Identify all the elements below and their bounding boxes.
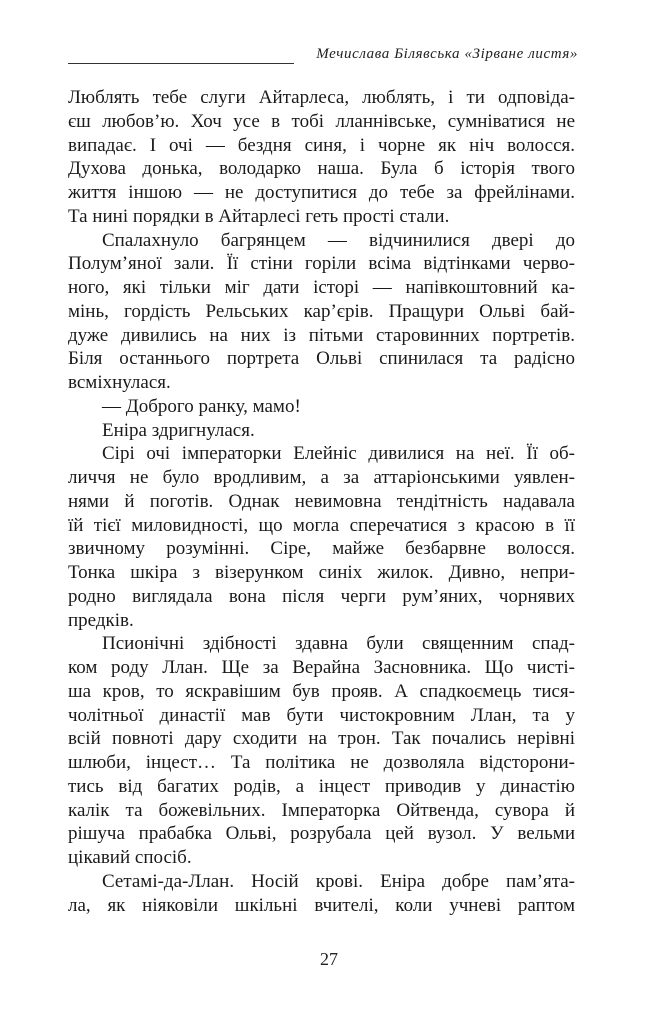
- paragraph-first-line: Сірі очі імператорки Елейніс дивилися на неї. Її об-: [102, 443, 575, 465]
- text-line: цікавий спосіб.: [68, 847, 192, 868]
- text-line: звичному розумінні. Сіре, майже безбарвне волосся.: [68, 538, 575, 560]
- text-line: чолітньої династії мав бути чистокровним Ллан, та у: [68, 704, 575, 726]
- paragraph-first-line: Сетамі-да-Ллан. Носій крові. Еніра добре пам’ята-: [102, 870, 575, 892]
- text-line: шлюби, інцест… Та політика не дозволяла відсторони-: [68, 752, 575, 773]
- paragraph-first-line: Спалахнуло багрянцем — відчинилися двері до: [102, 229, 575, 251]
- text-line: Полум’яної зали. Її стіни горіли всіма відтінками черво-: [68, 253, 575, 275]
- running-header: [68, 44, 586, 64]
- paragraph-first-line: — Доброго ранку, мамо!: [102, 395, 301, 417]
- text-line: ла, як ніяковіли шкільні вчителі, коли учневі раптом: [68, 894, 575, 916]
- text-line: калік та божевільних. Імператорка Ойтвенда, сувора й: [68, 799, 575, 821]
- page-number: 27: [320, 949, 338, 969]
- text-line: мінь, гордість Рельських кар’єрів. Пращури Ольві бай-: [68, 300, 575, 322]
- text-line: предків.: [68, 609, 134, 631]
- header-rule: [68, 63, 294, 64]
- text-line: їй тієї миловидності, що могла сперечатися з красою в її: [68, 514, 575, 536]
- text-line: нями й поготів. Однак невимовна тендітність надавала: [68, 490, 575, 512]
- text-line: випадає. І очі — бездня синя, і чорне як ніч волосся.: [68, 134, 575, 156]
- body-text: [68, 86, 575, 917]
- text-line: Та нині порядки в Айтарлесі геть прості стали.: [68, 205, 450, 227]
- text-line: рішуча прабабка Ольві, розрубала цей вузол. У вельми: [68, 823, 575, 845]
- text-line: ного, які тільки міг дати історі — напівкоштовний ка-: [68, 277, 575, 298]
- text-line: життя іншою — не доступитися до тебе за фрейлінами.: [68, 182, 575, 203]
- text-line: Біля останнього портрета Ольві спинилася та радісно: [68, 348, 575, 370]
- text-line: Духова донька, володарко наша. Була б історія твого: [68, 158, 575, 180]
- paragraph-first-line: Псионічні здібності здавна були священним спад-: [102, 633, 575, 655]
- text-line: тись від багатих родів, а інцест приводив у династію: [68, 775, 575, 797]
- paragraph-first-line: Еніра здригнулася.: [102, 419, 255, 441]
- text-line: родно виглядала вона після черги рум’яних, чорнявих: [68, 585, 575, 607]
- text-line: Люблять тебе слуги Айтарлеса, люблять, і ти одповіда-: [68, 87, 575, 108]
- text-line: дуже дивились на них із пітьми старовинних портретів.: [68, 324, 575, 346]
- text-line: єш любов’ю. Хоч усе в тобі лланнівське, сумніватися не: [68, 110, 575, 132]
- text-line: всій повноті дару сходити на трон. Так почались нерівні: [68, 728, 575, 750]
- text-line: ша кров, то яскравішим був прояв. А спадкоємець тися-: [68, 680, 575, 702]
- text-line: Тонка шкіра з візерунком синіх жилок. Дивно, непри-: [68, 562, 575, 583]
- text-line: всміхнулася.: [68, 372, 171, 393]
- text-line: ком роду Ллан. Ще за Верайна Засновника. Що чисті-: [68, 657, 575, 678]
- running-title: Мечислава Білявська «Зірване листя»: [316, 46, 578, 62]
- text-line: личчя не було вродливим, а за аттаріонськими уявлен-: [68, 467, 575, 488]
